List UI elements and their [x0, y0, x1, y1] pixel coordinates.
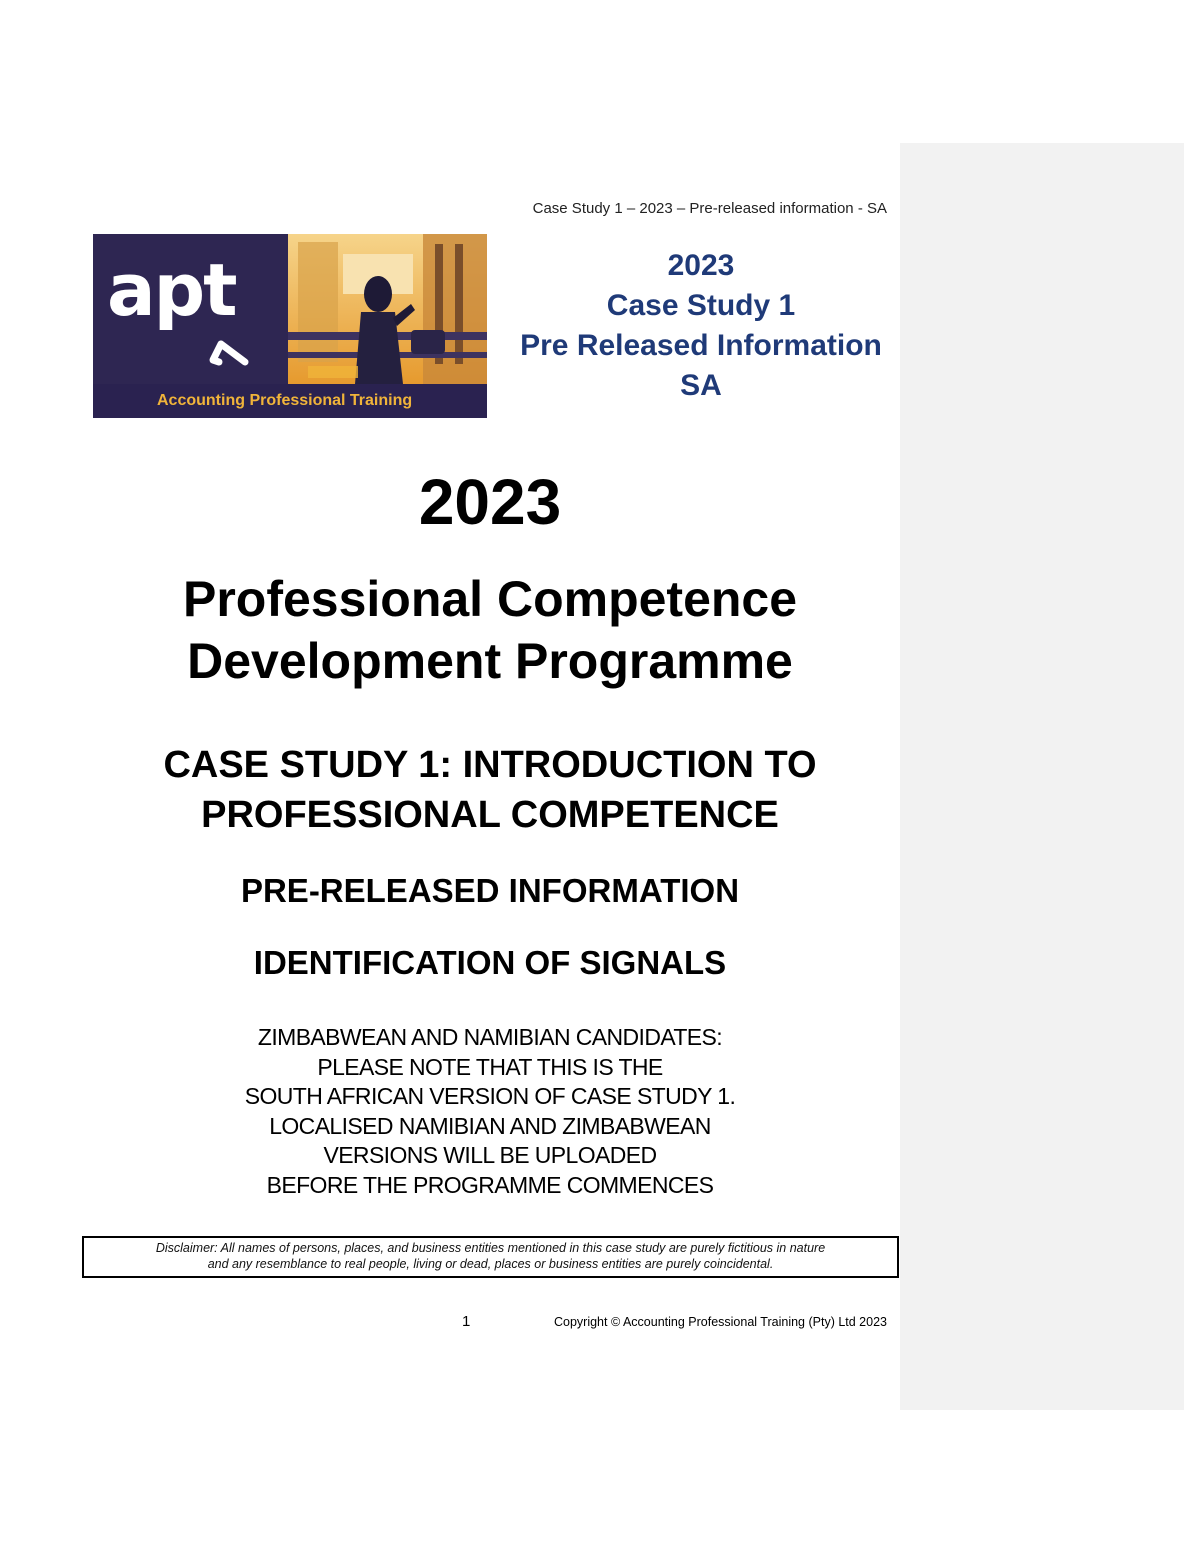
signals-heading: IDENTIFICATION OF SIGNALS: [253, 944, 727, 981]
comment-pane: [900, 143, 1184, 1410]
notice-line: SOUTH AFRICAN VERSION OF CASE STUDY 1.: [244, 1083, 736, 1109]
notice-line: VERSIONS WILL BE UPLOADED: [323, 1142, 657, 1168]
notice-line: ZIMBABWEAN AND NAMIBIAN CANDIDATES:: [257, 1024, 723, 1050]
candidate-notice: [90, 1023, 890, 1200]
disclaimer-box: [82, 1236, 899, 1278]
disclaimer-line1: Disclaimer: All names of persons, places, and business entities mentioned in this case study are purely fictitious in nature: [155, 1241, 826, 1255]
programme-title-line1: Professional Competence: [182, 571, 798, 627]
page-number: 1: [462, 1313, 471, 1330]
header-region: SA: [680, 369, 722, 402]
running-header: Case Study 1 – 2023 – Pre-released information - SA: [532, 200, 887, 217]
logo-tagline: Accounting Professional Training: [157, 392, 413, 409]
case-study-title-line1: CASE STUDY 1: INTRODUCTION TO: [163, 744, 817, 786]
notice-line: BEFORE THE PROGRAMME COMMENCES: [266, 1171, 714, 1198]
disclaimer-line2: and any resemblance to real people, living or dead, places or business entities are purely coincidental.: [207, 1257, 774, 1271]
logo-wordmark: apt: [107, 248, 236, 332]
programme-title-line2: Development Programme: [187, 633, 793, 689]
programme-title: [90, 568, 890, 692]
apt-logo: [93, 234, 487, 418]
copyright-notice: Copyright © Accounting Professional Training (Pty) Ltd 2023: [553, 1315, 887, 1329]
header-block: [505, 246, 897, 406]
case-study-title-line2: PROFESSIONAL COMPETENCE: [201, 794, 779, 836]
title-year: 2023: [418, 466, 562, 538]
header-prereleased: Pre Released Information: [520, 329, 882, 362]
notice-line: LOCALISED NAMIBIAN AND ZIMBABWEAN: [269, 1112, 711, 1139]
header-year: 2023: [667, 249, 735, 282]
header-case-study: Case Study 1: [606, 289, 796, 322]
prereleased-heading: PRE-RELEASED INFORMATION: [240, 872, 740, 909]
notice-line: PLEASE NOTE THAT THIS IS THE: [317, 1053, 663, 1080]
case-study-title: [90, 740, 890, 840]
